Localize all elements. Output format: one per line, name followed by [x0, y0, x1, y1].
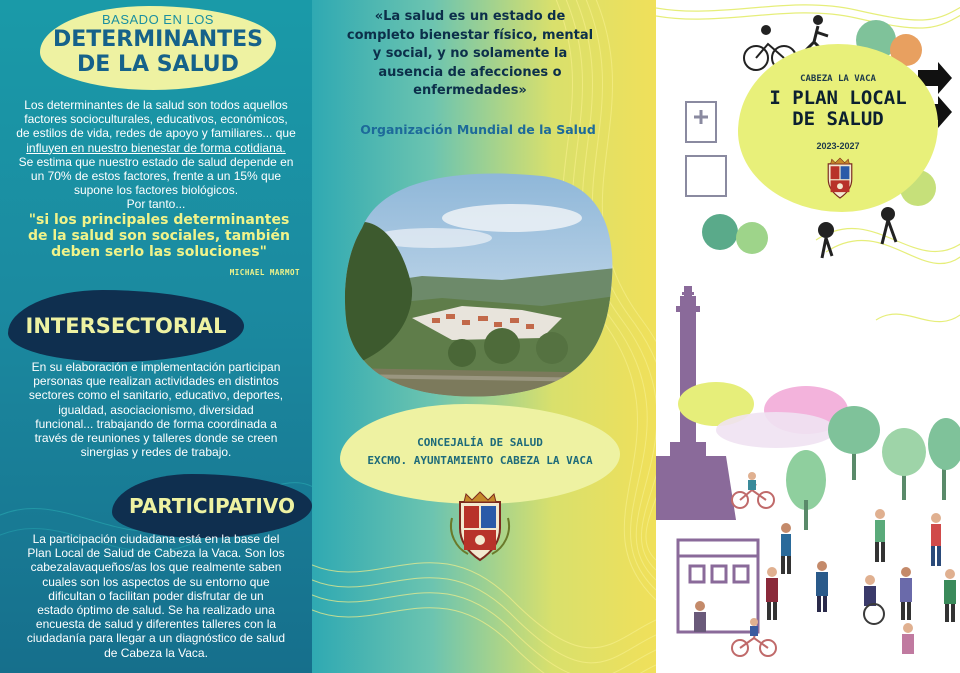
coat-of-arms-icon	[446, 488, 514, 564]
quote-author: MICHAEL MARMOT	[229, 268, 300, 277]
paragraph-line: Los determinantes de la salud son todos aquellos	[24, 98, 288, 112]
intersectorial-title: INTERSECTORIAL	[25, 314, 227, 338]
paragraph-line: cabezalavaqueños/as los que realmente saben	[30, 560, 282, 575]
town-landscape-photo	[342, 168, 616, 400]
paragraph-line: Se estima que nuestro estado de salud depende en	[18, 154, 294, 169]
marmot-quote	[14, 212, 304, 260]
quote-line: completo bienestar físico, mental	[346, 27, 594, 43]
paragraph-line: En su elaboración e implementación participan	[31, 360, 281, 374]
town-name: CABEZA LA VACA	[800, 74, 876, 84]
paragraph-line: La participación ciudadana está en la base del	[32, 532, 280, 546]
paragraph-line: través de reuniones y talleres donde se creen	[34, 431, 278, 446]
intersectorial-paragraph	[8, 360, 304, 459]
who-source: Organización Mundial de la Salud	[360, 122, 596, 137]
determinantes-kicker: BASADO EN LOS	[102, 12, 214, 27]
quote-line: y social, y no solamente la	[372, 46, 568, 61]
paragraph-line: de estilos de vida, redes de apoyo y familiares... que	[16, 126, 296, 141]
org-line1: CONCEJALÍA DE SALUD	[417, 436, 543, 449]
paragraph-line: supone los factores biológicos.	[73, 183, 239, 198]
paragraph-line: cuales son los aspectos de su entorno que	[42, 574, 270, 589]
plan-years: 2023-2027	[816, 141, 860, 151]
quote-line: deben serlo las soluciones"	[51, 244, 267, 260]
paragraph-line: ciudadanía para llegar a un diagnóstico de salud	[26, 631, 286, 646]
paragraph-line: Por tanto...	[126, 197, 186, 212]
plan-title-line1: I PLAN LOCAL	[769, 87, 907, 109]
paragraph-line: igualdad, asociacionismo, diversidad	[58, 402, 254, 417]
determinantes-title-line2: DE LA SALUD	[77, 52, 239, 77]
paragraph-line: factores socioculturales, educativos, económicos,	[24, 112, 288, 127]
paragraph-line: sectores como el sanitario, educativo, deportes,	[28, 388, 284, 403]
determinantes-title-line1: DETERMINANTES	[52, 27, 264, 52]
determinantes-title	[40, 27, 276, 77]
quote-line: «La salud es un estado de	[374, 9, 566, 24]
paragraph-line: Plan Local de Salud de Cabeza la Vaca. Son los	[27, 546, 285, 561]
coat-of-arms-small-icon	[820, 155, 860, 201]
org-line2: EXCMO. AYUNTAMIENTO CABEZA LA VACA	[367, 454, 593, 467]
paragraph-line: influyen en nuestro bienestar de forma cotidiana.	[26, 140, 286, 155]
paragraph-line: funcional... trabajando de forma coordinada a	[35, 416, 277, 431]
who-quote	[330, 8, 610, 101]
quote-line: enfermedades»	[413, 83, 527, 98]
participativo-paragraph	[8, 532, 304, 660]
paragraph-line: sinergias y redes de trabajo.	[80, 445, 232, 460]
paragraph-line: estado óptimo de salud. Se ha realizado una	[37, 603, 275, 618]
participativo-title: PARTICIPATIVO	[129, 494, 295, 518]
quote-line: de la salud son sociales, también	[27, 228, 291, 244]
plan-title	[738, 88, 938, 130]
paragraph-line: encuesta de salud y diferentes talleres con la	[35, 617, 277, 632]
quote-line: "si los principales determinantes	[28, 212, 290, 228]
quote-line: ausencia de afecciones o	[378, 64, 562, 80]
paragraph-line: personas que realizan actividades en distintos	[33, 374, 279, 389]
paragraph-line: un 70% de estos factores, frente a un 15% que	[30, 169, 282, 184]
determinantes-paragraph	[6, 98, 306, 212]
organization-label	[340, 434, 620, 470]
paragraph-line: dificultan o facilitan poder disfrutar de un	[48, 588, 264, 603]
plan-title-line2: DE SALUD	[792, 108, 884, 130]
paragraph-line: de Cabeza la Vaca.	[104, 645, 208, 660]
